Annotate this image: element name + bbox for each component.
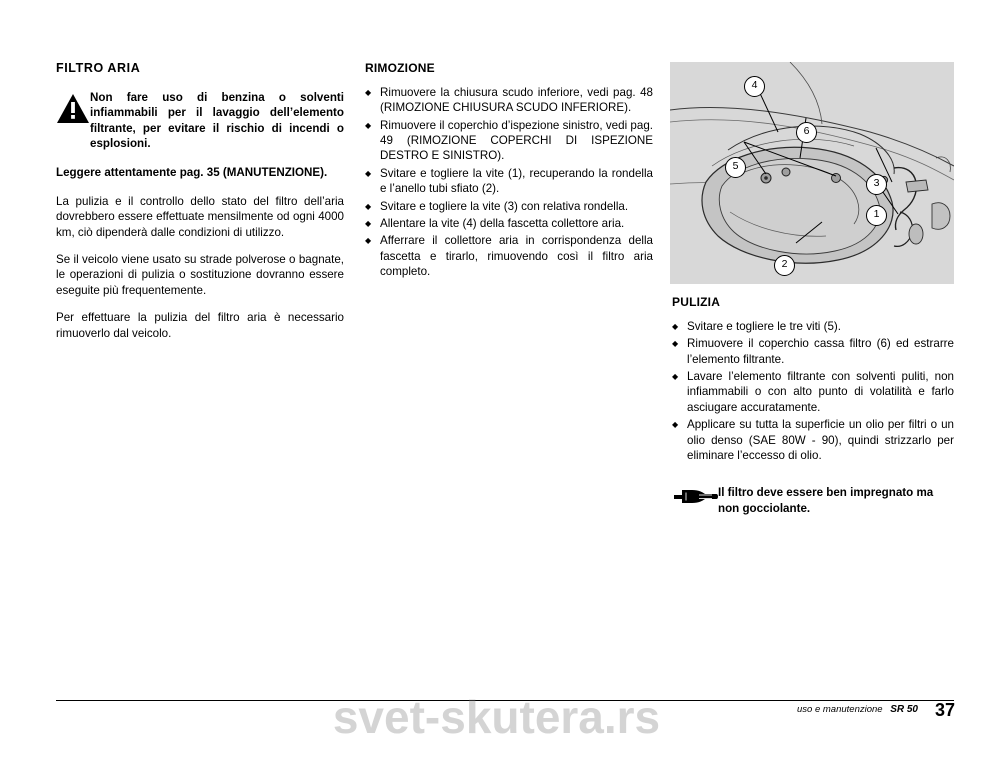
diagram-drawing [670,62,954,284]
left-paragraph-2: Se il veicolo viene usato su strade polverose o bagnate, le operazioni di pulizia o sostituzione dovranno essere eseguite più frequentemente. [56,253,344,297]
pointing-hand-icon [672,486,718,513]
right-column [672,296,954,516]
middle-column [365,62,653,282]
removal-steps-list [365,85,653,280]
list-item: ◆ Lavare l’elemento filtrante con solventi puliti, non infiammabili o con alto punto di volatilità e farlo asciugare accuratamente. [672,369,954,415]
footer-divider [56,700,954,701]
left-column [56,62,344,353]
note-text: Il filtro deve essere ben impregnato ma non gocciolante. [718,486,934,515]
callout-3: 3 [866,174,887,195]
cleaning-heading: PULIZIA [672,295,721,309]
watermark: svet-skutera.rs [332,691,661,743]
list-item: ◆ Rimuovere il coperchio d’ispezione sinistro, vedi pag. 49 (RIMOZIONE COPERCHI DI ISPEZIONE DESTRO E SINISTRO). [365,118,653,164]
callout-1: 1 [866,205,887,226]
read-carefully-note: Leggere attentamente pag. 35 (MANUTENZIONE). [56,166,328,180]
left-paragraph-3: Per effettuare la pulizia del filtro aria è necessario rimuoverlo dal veicolo. [56,311,344,340]
footer-meta-label: uso e manutenzione [797,704,883,715]
list-item: ◆ Rimuovere il coperchio cassa filtro (6) ed estrarre l’elemento filtrante. [672,336,954,367]
warning-text: Non fare uso di benzina o solventi infiammabili per il lavaggio dell’elemento filtrante, per evitare il rischio di incendi o esplosioni. [90,90,344,150]
left-paragraph-1: La pulizia e il controllo dello stato del filtro dell’aria dovrebbero essere effettuate mensilmente od ogni 4000 km, ciò dipenderà dalle condizioni di utilizzo. [56,194,344,239]
cleaning-steps-list [672,319,954,464]
callout-4: 4 [744,76,765,97]
footer-meta [797,704,918,715]
page-number: 37 [934,700,955,720]
page-title: FILTRO ARIA [56,61,141,75]
callout-5: 5 [725,157,746,178]
list-item: ◆ Svitare e togliere la vite (3) con relativa rondella. [365,199,653,214]
removal-heading: RIMOZIONE [365,61,435,75]
list-item: ◆ Applicare su tutta la superficie un olio per filtri o un olio denso (SAE 80W - 90), quindi strizzarlo per eliminare l’eccesso di olio. [672,417,954,463]
note-block [672,485,954,516]
list-item: ◆ Rimuovere la chiusura scudo inferiore, vedi pag. 48 (RIMOZIONE CHIUSURA SCUDO INFERIORE). [365,85,653,116]
callout-6: 6 [796,122,817,143]
list-item: ◆ Allentare la vite (4) della fascetta collettore aria. [365,216,653,231]
list-item: ◆ Svitare e togliere le tre viti (5). [672,319,954,334]
list-item: ◆ Afferrare il collettore aria in corrispondenza della fascetta e tirarlo, rimuovendo così il filtro aria completo. [365,233,653,279]
air-filter-diagram [670,62,954,284]
list-item: ◆ Svitare e togliere la vite (1), recuperando la rondella e l’anello tubi sfiato (2). [365,166,653,197]
footer-model: SR 50 [890,704,918,715]
warning-triangle-icon [56,92,90,131]
warning-block [56,90,344,152]
callout-2: 2 [774,255,795,276]
